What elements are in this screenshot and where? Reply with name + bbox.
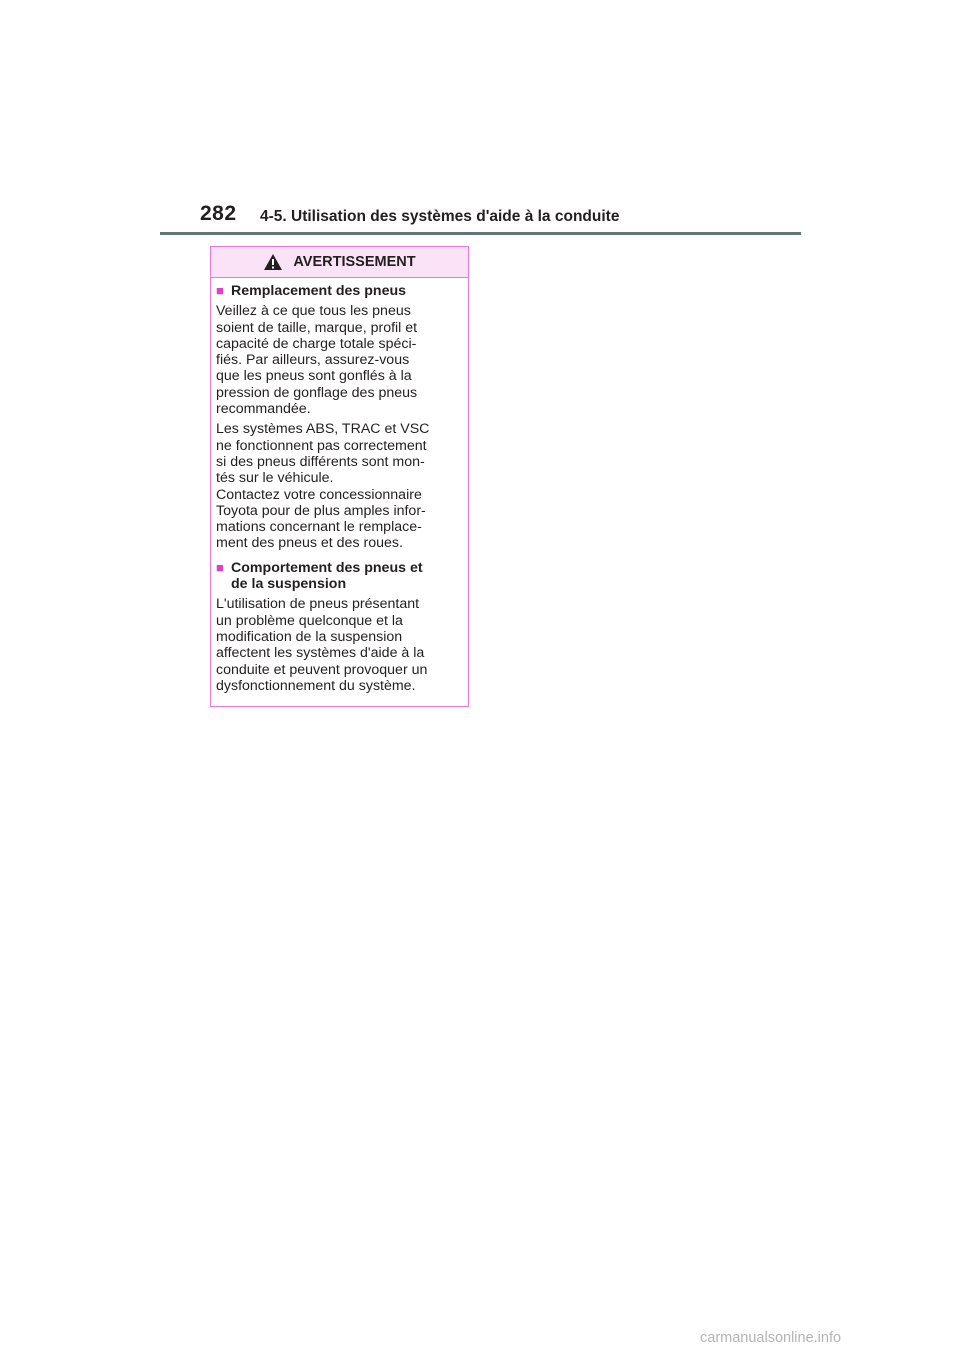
watermark: carmanualsonline.info [700,1330,842,1346]
warning-title: AVERTISSEMENT [293,254,416,270]
paragraph: L'utilisation de pneus présentant un problème quelconque et la modification de la suspension affectent les systèmes d'aide à la conduite et peuvent provoquer un dysfonctionnement du système. [216,596,428,694]
warning-header [211,247,468,278]
warning-triangle-icon [263,253,283,271]
item-heading: ■ Remplacement des pneus [216,283,407,299]
page-number: 282 [200,202,237,225]
header-rule [160,232,801,235]
section-title: 4-5. Utilisation des systèmes d'aide à la conduite [260,208,620,225]
paragraph: Les systèmes ABS, TRAC et VSC ne fonctionnent pas correctement si des pneus différents sont mon- tés sur le véhicule. Contactez votre concessionnaire Toyota pour de plus amples infor- mations concernant le remplace- ment des pneus et des roues. [216,421,430,552]
square-bullet-icon: ■ [216,559,224,575]
square-bullet-icon: ■ [216,283,224,298]
warning-body [211,278,468,694]
warning-box [210,246,469,707]
paragraph: Veillez à ce que tous les pneus soient de taille, marque, profil et capacité de charge totale spéci- fiés. Par ailleurs, assurez-vous que les pneus sont gonflés à la pression de gonflage des pneus recommandée. [216,303,418,418]
item-heading: ■ Comportement des pneus et de la suspension [216,559,423,593]
